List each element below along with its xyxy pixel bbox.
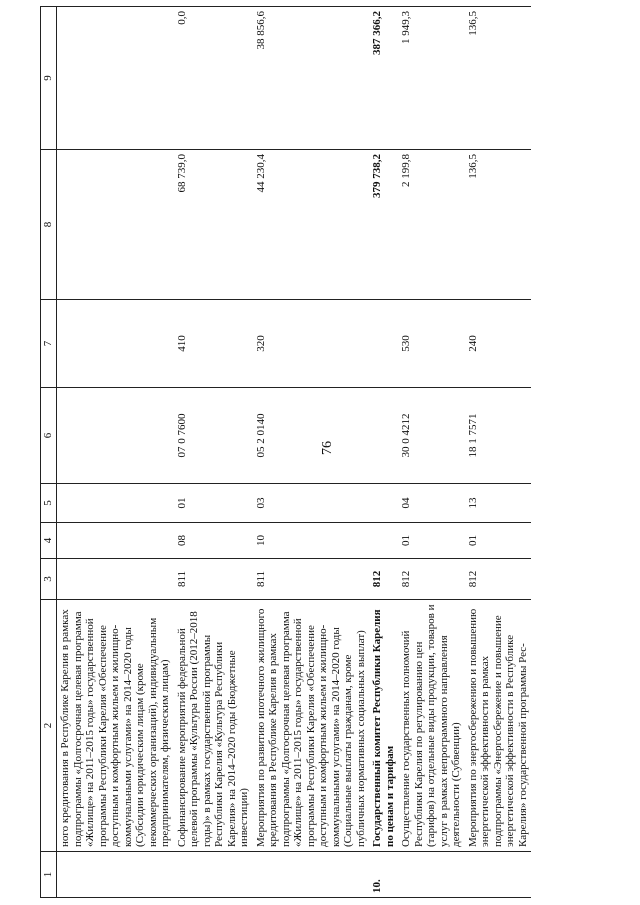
cell-target-article: 05 2 0140 xyxy=(253,388,370,484)
cell-target-article xyxy=(369,388,398,484)
table-row xyxy=(465,7,532,898)
cell-expense-type: 320 xyxy=(253,300,370,388)
budget-table xyxy=(40,6,531,898)
cell-subsection: 04 xyxy=(398,484,465,523)
cell-amount-year2: 387 366,2 xyxy=(369,7,398,150)
cell-admin-code: 812 xyxy=(369,559,398,600)
col-header-1: 1 xyxy=(41,852,57,898)
cell-amount-year1: 44 230,4 xyxy=(253,150,370,300)
row-name: Мероприятия по развитию ипотечного жилищного кредитования в Республике Карелия в рамках подпрограммы «Долгосрочная целевая программа «Жилище» на 2011–2015 годы» государственной программы Республики Карелия «Обеспечение доступным и комфортным жильем и жилищно-коммунальными услугами» на 2014–2020 годы (Социальные выплаты гражданам, кроме публичных нормативных социальных выплат) xyxy=(253,600,370,852)
cell-amount-year1: 2 199,8 xyxy=(398,150,465,300)
cell-target-article: 30 0 4212 xyxy=(398,388,465,484)
row-name: Софинансирование мероприятий федеральной целевой программы «Культура России (2012–2018 годы)» в рамках государственной программы Республики Карелия «Культура Республики Карелия» на 2014–2020 годы (Бюджетные инвестиции) xyxy=(174,600,253,852)
cell-expense-type: 240 xyxy=(465,300,532,388)
row-name: ного кредитования в Республике Карелия в рамках подпрограммы «Долгосрочная целевая программа «Жилище» на 2011–2015 годы» государственной программы Республики Карелия «Обеспечение доступным и комфортным жильем и жилищно-коммунальными услугами» на 2014–2020 годы (Субсидии юридическим лицам (кроме некоммерческих организаций), индивидуальным предпринимателям, физическим лицам) xyxy=(57,600,174,852)
row-number xyxy=(398,852,465,898)
row-number: 10. xyxy=(369,852,398,898)
row-name: Осуществление государственных полномочий Республики Карелия по регулированию цен (тарифов) на отдельные виды продукции, товаров и услуг в рамках непрограммного направления деятельности (Субвенции) xyxy=(398,600,465,852)
cell-expense-type xyxy=(57,300,174,388)
col-header-8: 8 xyxy=(41,150,57,300)
row-number xyxy=(57,852,174,898)
cell-amount-year2: 0,0 xyxy=(174,7,253,150)
cell-section: 08 xyxy=(174,523,253,559)
cell-admin-code: 812 xyxy=(398,559,465,600)
cell-target-article xyxy=(57,388,174,484)
col-header-6: 6 xyxy=(41,388,57,484)
cell-amount-year1 xyxy=(57,150,174,300)
col-header-5: 5 xyxy=(41,484,57,523)
cell-amount-year1: 379 738,2 xyxy=(369,150,398,300)
cell-section: 01 xyxy=(465,523,532,559)
cell-expense-type: 410 xyxy=(174,300,253,388)
row-number xyxy=(465,852,532,898)
rotated-table-container xyxy=(40,7,610,898)
cell-admin-code: 811 xyxy=(253,559,370,600)
table-row xyxy=(253,7,370,898)
cell-amount-year1: 136,5 xyxy=(465,150,532,300)
table-row xyxy=(398,7,465,898)
col-header-9: 9 xyxy=(41,7,57,150)
col-header-7: 7 xyxy=(41,300,57,388)
cell-amount-year1: 68 739,0 xyxy=(174,150,253,300)
cell-expense-type xyxy=(369,300,398,388)
cell-subsection xyxy=(369,484,398,523)
col-header-4: 4 xyxy=(41,523,57,559)
page-number: 76 xyxy=(320,441,335,455)
row-name: Мероприятия по энергосбережению и повышению энергетической эффективности в рамках подпрограммы «Энергосбережение и повышение энергетической эффективности в Республике Карелия» государственной программы Рес- xyxy=(465,600,532,852)
cell-admin-code xyxy=(57,559,174,600)
row-name: Государственный комитет Республики Карелия по ценам и тарифам xyxy=(369,600,398,852)
cell-subsection: 13 xyxy=(465,484,532,523)
cell-amount-year2: 38 856,6 xyxy=(253,7,370,150)
cell-target-article: 07 0 7600 xyxy=(174,388,253,484)
cell-subsection xyxy=(57,484,174,523)
cell-amount-year2: 1 949,3 xyxy=(398,7,465,150)
cell-section xyxy=(369,523,398,559)
col-header-3: 3 xyxy=(41,559,57,600)
cell-expense-type: 530 xyxy=(398,300,465,388)
cell-section: 10 xyxy=(253,523,370,559)
cell-admin-code: 812 xyxy=(465,559,532,600)
table-row xyxy=(57,7,174,898)
row-number xyxy=(174,852,253,898)
header-row xyxy=(41,7,57,898)
table-row xyxy=(174,7,253,898)
table-row xyxy=(369,7,398,898)
cell-target-article: 18 1 7571 xyxy=(465,388,532,484)
cell-section: 01 xyxy=(398,523,465,559)
cell-section xyxy=(57,523,174,559)
cell-amount-year2: 136,5 xyxy=(465,7,532,150)
cell-subsection: 01 xyxy=(174,484,253,523)
col-header-2: 2 xyxy=(41,600,57,852)
cell-amount-year2 xyxy=(57,7,174,150)
cell-admin-code: 811 xyxy=(174,559,253,600)
row-number xyxy=(253,852,370,898)
cell-subsection: 03 xyxy=(253,484,370,523)
